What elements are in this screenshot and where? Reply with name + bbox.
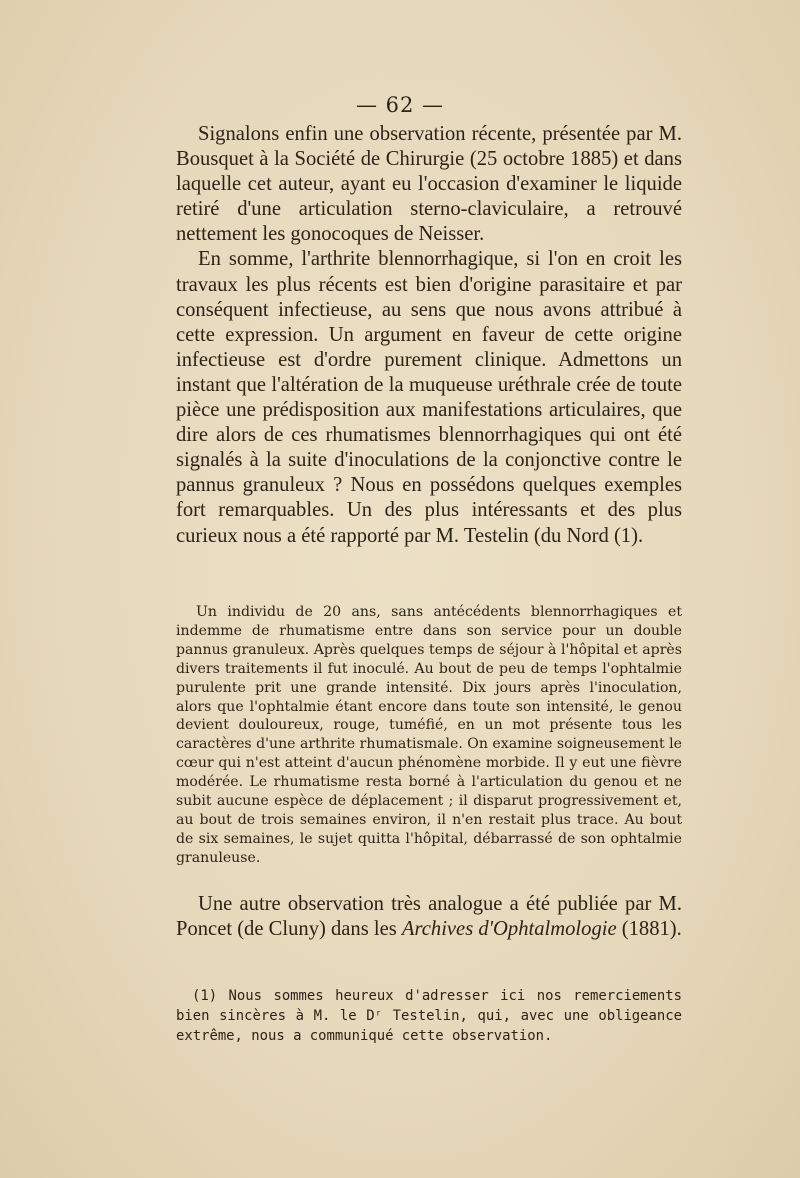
paragraph-poncet — [176, 892, 682, 942]
footnote-text: (1) Nous sommes heureux d'adresser ici nos remerciements bien sincères à M. le Dʳ Testelin, qui, avec une obligeance extrême, nous a communiqué cette observation. — [176, 988, 682, 1044]
observation-text: Un individu de 20 ans, sans antécédents blennorrhagiques et indemme de rhumatisme entre dans son service pour un double pannus granuleux. Après quelques temps de séjour à l'hôpital et après divers traitements il fut inoculé. Au bout de peu de temps l'ophtalmie purulente prit une grande intensité. Dix jours après l'inoculation, alors que l'ophtalmie étant encore dans toute son intensité, le genou devient douloureux, rouge, tuméfié, en un mot présente tous les caractères d'une arthrite rhumatismale. On examine soigneusement le cœur qui n'est atteint d'aucun phénomène morbide. Il y eut une fièvre modérée. Le rhumatisme resta borné à l'articulation du genou et ne subit aucune espèce de déplacement ; il disparut progressivement et, au bout de trois semaines environ, il n'en restait plus trace. Au bout de six semaines, le sujet quitta l'hôpital, débarrassé de son ophtalmie granuleuse. — [176, 604, 682, 866]
page-number: — 62 — — [355, 93, 445, 117]
poncet-paragraph — [176, 892, 682, 942]
paragraph-bousquet: Signalons enfin une observation récente, présentée par M. Bousquet à la Société de Chirurgie (25 octobre 1885) et dans laquelle cet auteur, ayant eu l'occasion d'examiner le liquide retiré d'une articulation sterno-claviculaire, a retrouvé nettement les gonocoques de Neisser. — [176, 123, 682, 246]
paragraph-arthrite: En somme, l'arthrite blennorrhagique, si l'on en croit les travaux les plus récents est bien d'origine parasitaire et par conséquent infectieuse, au sens que nous avons attribué à cette expression. Un argument en faveur de cette origine infectieuse est d'ordre purement clinique. Admettons un instant que l'altération de la muqueuse uréthrale crée de toute pièce une prédisposition aux manifestations articulaires, que dire alors de ces rhumatismes blennorrhagiques qui ont été signalés à la suite d'inoculations de la conjonctive contre le pannus granuleux ? Nous en possédons quelques exemples fort remarquables. Un des plus intéressants et des plus curieux nous a été rapporté par M. Testelin (du Nord (1). — [176, 248, 682, 547]
observation-quote — [176, 603, 682, 868]
paragraph-poncet-end: (1881). — [616, 918, 682, 941]
footnote — [176, 986, 682, 1046]
main-text-body — [176, 122, 682, 549]
journal-title: Archives d'Ophtalmologie — [401, 918, 617, 941]
paragraph-poncet-start: Une autre observation très analogue a été publiée par M. Poncet (de Cluny) dans les — [176, 893, 682, 941]
